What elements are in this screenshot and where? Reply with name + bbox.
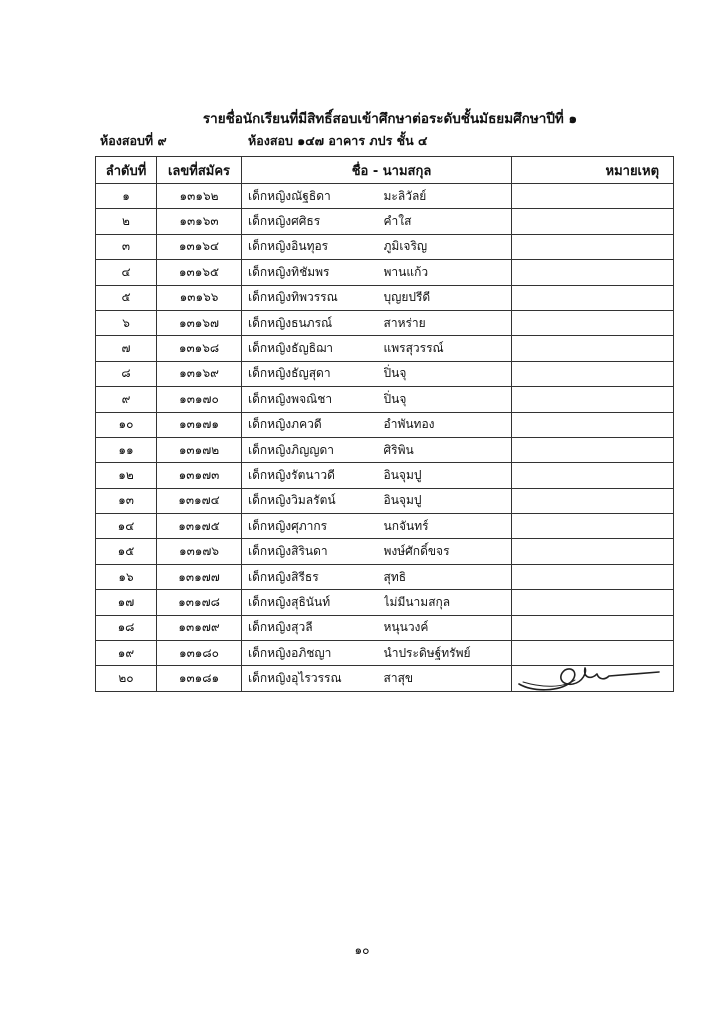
row-first-name: เด็กหญิงอินทุอร (242, 234, 384, 259)
row-no: ๑๕ (96, 539, 157, 564)
row-no: ๕ (96, 285, 157, 310)
table-row (96, 234, 674, 259)
row-no: ๑๔ (96, 514, 157, 539)
row-note (512, 488, 674, 513)
page-number: ๑๐ (354, 943, 370, 957)
row-note (512, 590, 674, 615)
row-first-name: เด็กหญิงพจณิชา (242, 387, 384, 412)
header-no: ลำดับที่ (96, 157, 157, 184)
row-surname: อินจุมปู (384, 463, 512, 488)
row-application-no: ๑๓๑๗๖ (157, 539, 242, 564)
row-no: ๑๙ (96, 641, 157, 666)
row-note (512, 412, 674, 437)
header-name: ชื่อ - นามสกุล (242, 157, 512, 184)
row-application-no: ๑๓๑๗๗ (157, 564, 242, 589)
row-surname: นกจันทร์ (384, 514, 512, 539)
row-application-no: ๑๓๑๖๒ (157, 184, 242, 209)
table-body (96, 184, 674, 692)
row-note (512, 615, 674, 640)
row-application-no: ๑๓๑๖๙ (157, 361, 242, 386)
row-application-no: ๑๓๑๗๙ (157, 615, 242, 640)
row-first-name: เด็กหญิงธัญธิฌา (242, 336, 384, 361)
row-note (512, 463, 674, 488)
row-application-no: ๑๓๑๖๕ (157, 260, 242, 285)
table-row (96, 564, 674, 589)
row-note (512, 336, 674, 361)
row-application-no: ๑๓๑๖๘ (157, 336, 242, 361)
row-first-name: เด็กหญิงภควดี (242, 412, 384, 437)
row-application-no: ๑๓๑๗๑ (157, 412, 242, 437)
row-surname: พานแก้ว (384, 260, 512, 285)
header-note: หมายเหตุ (512, 157, 674, 184)
row-surname: คำใส (384, 209, 512, 234)
row-no: ๗ (96, 336, 157, 361)
row-surname: ปิ่นจุ (384, 361, 512, 386)
row-note (512, 666, 674, 691)
exam-room-number: ห้องสอบที่ ๙ (100, 133, 167, 148)
exam-room-location: ห้องสอบ ๑๔๗ อาคาร ภปร ชั้น ๔ (248, 133, 428, 148)
signature-mark (513, 666, 663, 691)
row-surname: แพรสุวรรณ์ (384, 336, 512, 361)
row-note (512, 437, 674, 462)
row-application-no: ๑๓๑๖๓ (157, 209, 242, 234)
table-row (96, 184, 674, 209)
row-no: ๑๑ (96, 437, 157, 462)
row-surname: หนุนวงค์ (384, 615, 512, 640)
row-application-no: ๑๓๑๘๑ (157, 666, 242, 691)
row-note (512, 260, 674, 285)
row-first-name: เด็กหญิงภิญญดา (242, 437, 384, 462)
row-no: ๑๓ (96, 488, 157, 513)
row-surname: ปิ่นจุ (384, 387, 512, 412)
row-no: ๒ (96, 209, 157, 234)
row-first-name: เด็กหญิงธนภรณ์ (242, 310, 384, 335)
student-roster-table (95, 156, 674, 692)
row-no: ๔ (96, 260, 157, 285)
row-surname: ภูมิเจริญ (384, 234, 512, 259)
row-application-no: ๑๓๑๗๕ (157, 514, 242, 539)
row-first-name: เด็กหญิงสุธินันท์ (242, 590, 384, 615)
row-first-name: เด็กหญิงศศิธร (242, 209, 384, 234)
row-application-no: ๑๓๑๖๔ (157, 234, 242, 259)
row-surname: นำประดิษฐ์ทรัพย์ (384, 641, 512, 666)
row-application-no: ๑๓๑๗๘ (157, 590, 242, 615)
row-note (512, 514, 674, 539)
table-row (96, 666, 674, 691)
row-surname: สาหร่าย (384, 310, 512, 335)
table-row (96, 361, 674, 386)
row-first-name: เด็กหญิงธัญสุดา (242, 361, 384, 386)
table-header-row (96, 157, 674, 184)
row-no: ๑๒ (96, 463, 157, 488)
row-no: ๖ (96, 310, 157, 335)
row-surname: อำพันทอง (384, 412, 512, 437)
row-surname: สุทธิ (384, 564, 512, 589)
row-surname: มะลิวัลย์ (384, 184, 512, 209)
row-no: ๙ (96, 387, 157, 412)
row-surname: ศิริพิน (384, 437, 512, 462)
row-note (512, 539, 674, 564)
table-row (96, 260, 674, 285)
row-no: ๓ (96, 234, 157, 259)
row-no: ๑๖ (96, 564, 157, 589)
row-application-no: ๑๓๑๘๐ (157, 641, 242, 666)
table-row (96, 310, 674, 335)
table-row (96, 387, 674, 412)
row-note (512, 209, 674, 234)
row-surname: ไม่มีนามสกุล (384, 590, 512, 615)
table-row (96, 615, 674, 640)
row-application-no: ๑๓๑๗๔ (157, 488, 242, 513)
row-no: ๑ (96, 184, 157, 209)
row-note (512, 310, 674, 335)
row-note (512, 564, 674, 589)
table-row (96, 641, 674, 666)
table-row (96, 514, 674, 539)
row-first-name: เด็กหญิงสิรีธร (242, 564, 384, 589)
row-first-name: เด็กหญิงอุไรวรรณ (242, 666, 384, 691)
row-no: ๒๐ (96, 666, 157, 691)
row-application-no: ๑๓๑๗๒ (157, 437, 242, 462)
table-row (96, 463, 674, 488)
table-row (96, 590, 674, 615)
row-surname: อินจุมปู (384, 488, 512, 513)
row-first-name: เด็กหญิงรัตนาวดี (242, 463, 384, 488)
row-note (512, 184, 674, 209)
row-surname: สาสุข (384, 666, 512, 691)
row-application-no: ๑๓๑๗๓ (157, 463, 242, 488)
table-row (96, 285, 674, 310)
row-application-no: ๑๓๑๗๐ (157, 387, 242, 412)
row-note (512, 387, 674, 412)
row-no: ๑๐ (96, 412, 157, 437)
table-row (96, 488, 674, 513)
row-note (512, 234, 674, 259)
row-first-name: เด็กหญิงวิมลรัตน์ (242, 488, 384, 513)
row-note (512, 361, 674, 386)
row-first-name: เด็กหญิงสิรินดา (242, 539, 384, 564)
table-row (96, 412, 674, 437)
row-surname: บุญยปรีดี (384, 285, 512, 310)
table-row (96, 539, 674, 564)
table-row (96, 437, 674, 462)
row-surname: พงษ์ศักดิ์ขจร (384, 539, 512, 564)
row-first-name: เด็กหญิงทิพวรรณ (242, 285, 384, 310)
row-application-no: ๑๓๑๖๗ (157, 310, 242, 335)
row-no: ๑๗ (96, 590, 157, 615)
row-first-name: เด็กหญิงณัฐธิดา (242, 184, 384, 209)
document-title: รายชื่อนักเรียนที่มีสิทธิ์สอบเข้าศึกษาต่อระดับชั้นมัธยมศึกษาปีที่ ๑ (202, 111, 578, 127)
row-note (512, 641, 674, 666)
row-first-name: เด็กหญิงอภิชญา (242, 641, 384, 666)
row-first-name: เด็กหญิงสุวลี (242, 615, 384, 640)
row-no: ๘ (96, 361, 157, 386)
row-no: ๑๘ (96, 615, 157, 640)
table-row (96, 336, 674, 361)
header-app-no: เลขที่สมัคร (157, 157, 242, 184)
row-application-no: ๑๓๑๖๖ (157, 285, 242, 310)
table-row (96, 209, 674, 234)
row-note (512, 285, 674, 310)
row-first-name: เด็กหญิงทิชัมพร (242, 260, 384, 285)
row-first-name: เด็กหญิงศุภากร (242, 514, 384, 539)
